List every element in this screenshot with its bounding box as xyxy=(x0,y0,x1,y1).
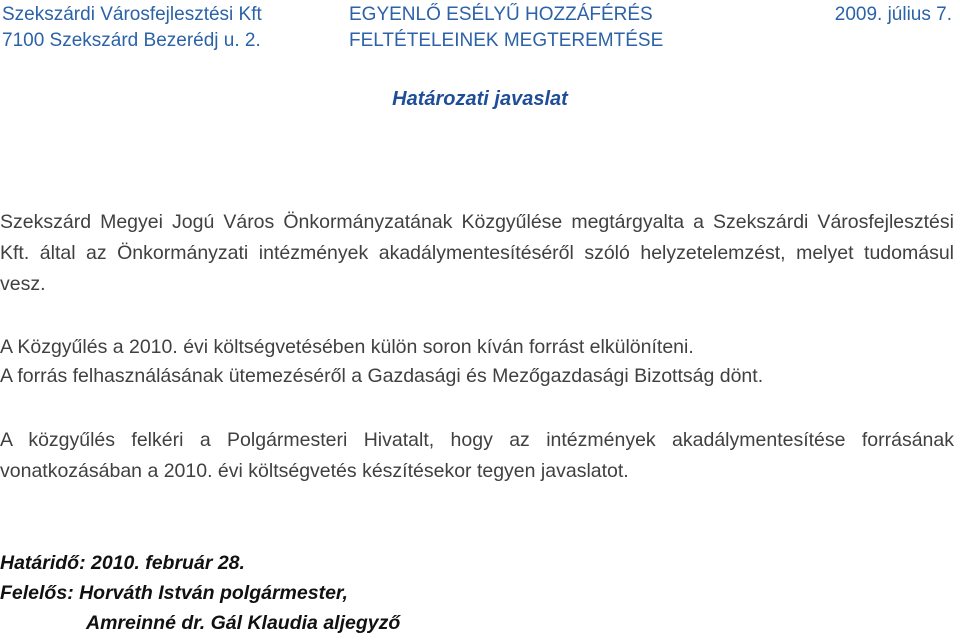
page-title: Határozati javaslat xyxy=(392,88,568,110)
doc-title-line1: EGYENLŐ ESÉLYŰ HOZZÁFÉRÉS xyxy=(349,4,653,25)
paragraph-committee: A forrás felhasználásának ütemezéséről a Gazdasági és Mezőgazdasági Bizottság dönt. xyxy=(0,365,764,387)
responsible-person: Felelős: Horváth István polgármester, xyxy=(0,582,348,604)
company-address: 7100 Szekszárd Bezerédj u. 2. xyxy=(2,30,261,51)
document-date: 2009. július 7. xyxy=(834,4,952,25)
paragraph-request: A közgyűlés felkéri a Polgármesteri Hivatalt, hogy az intézmények akadálymentesítése forrásának vonatkozásában a 2010. évi költségvetés készítésekor tegyen javaslatot. xyxy=(0,429,954,482)
deadline: Határidő: 2010. február 28. xyxy=(0,552,245,574)
doc-title-line2: FELTÉTELEINEK MEGTEREMTÉSE xyxy=(349,30,664,51)
paragraph-decision: Szekszárd Megyei Jogú Város Önkormányzatának Közgyűlése megtárgyalta a Szekszárdi Városfejlesztési Kft. által az Önkormányzati intézmények akadálymentesítéséről szóló helyzetelemzést, melyet tudomásul vesz. xyxy=(0,211,954,295)
responsible-person-2: Amreinné dr. Gál Klaudia aljegyző xyxy=(86,612,401,634)
company-name: Szekszárdi Városfejlesztési Kft xyxy=(2,4,262,25)
document-header xyxy=(2,0,956,56)
paragraph-budget: A Közgyűlés a 2010. évi költségvetésében külön soron kíván forrást elkülöníteni. xyxy=(0,336,694,358)
